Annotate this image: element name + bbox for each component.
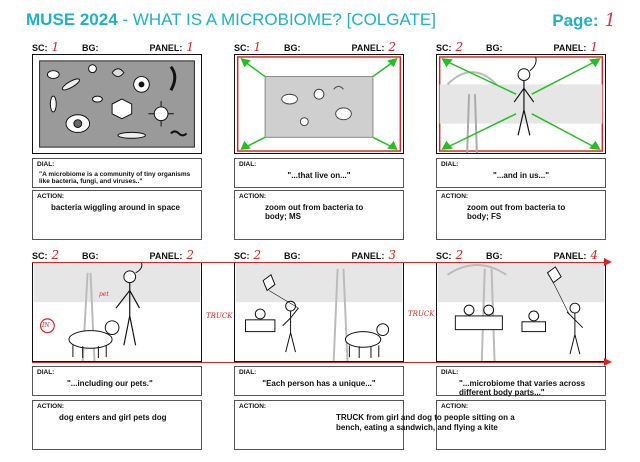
panel-5-frame[interactable] [234,262,404,362]
girl-dog-drawing [33,263,201,361]
sheet-title: MUSE 2024 - WHAT IS A MICROBIOME? [COLGATE] [26,10,436,29]
pet-annotation: pet [99,291,109,298]
panel-4-dialogue: DIAL: "...including our pets." [32,366,202,396]
truck-annotation-2: TRUCK [408,310,435,318]
panel-6-action: ACTION: [436,400,606,450]
panel-4-frame[interactable] [32,262,202,362]
panel-5-meta: SC: 2 BG: PANEL: 3 [234,248,396,262]
truck-line-top [32,262,604,263]
in-annotation: IN [42,322,50,329]
truck-arrow-top-icon [604,258,612,266]
panel-2-meta: SC: 1 BG: PANEL: 2 [234,40,396,54]
panel-3-action: ACTION: zoom out from bacteria to body; FS [436,190,606,240]
zoom-out-drawing [235,55,403,153]
panel-1-dialogue: DIAL: "A microbiome is a community of tiny organisms like bacteria, fungi, and viruses.." [32,158,202,188]
panel-2-action: ACTION: zoom out from bacteria to body; MS [234,190,404,240]
panel-5-action: ACTION: [234,400,404,450]
truck-line-bottom [32,362,604,363]
truck-middle-drawing [235,263,403,361]
panel-1-action: ACTION: bacteria wiggling around in space [32,190,202,240]
bacteria-drawing [33,55,201,153]
panel-6-frame[interactable] [436,262,606,362]
panel-4-action: ACTION: dog enters and girl pets dog [32,400,202,450]
panel-3-dialogue: DIAL: "...and in us..." [436,158,606,188]
panel-3-frame[interactable] [436,54,606,154]
panel-5-dialogue: DIAL: "Each person has a unique..." [234,366,404,396]
shared-action-text: TRUCK from girl and dog to people sitting on a bench, eating a sandwich, and flying a kite [336,413,515,432]
page-header [26,10,616,36]
panel-2-frame[interactable] [234,54,404,154]
park-people-drawing [437,263,605,361]
truck-annotation-1: TRUCK [206,312,233,320]
panel-6-dialogue: DIAL: "...microbiome that varies across different body parts..." [436,366,606,396]
panel-6-meta: SC: 2 BG: PANEL: 4 [436,248,598,262]
panel-1-frame[interactable] [32,54,202,154]
panel-2-dialogue: DIAL: "...that live on..." [234,158,404,188]
panel-3-meta: SC: 2 BG: PANEL: 1 [436,40,598,54]
truck-arrow-bottom-icon [604,358,612,366]
page-indicator: Page: 1 [552,10,616,31]
panel-1-meta: SC: 1 BG: PANEL: 1 [32,40,194,54]
girl-fullshot-drawing [437,55,605,153]
panel-4-meta: SC: 2 BG: PANEL: 2 [32,248,194,262]
page-number: 1 [604,10,616,31]
